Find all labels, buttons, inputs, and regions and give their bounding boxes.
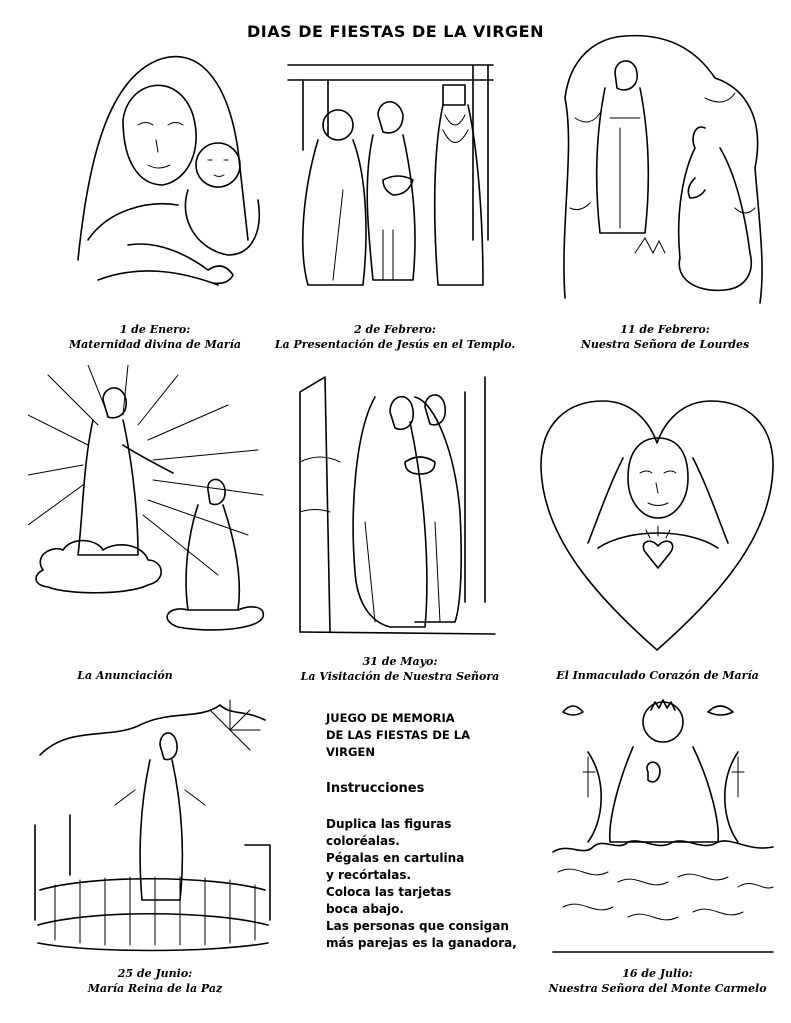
card-name: Nuestra Señora del Monte Carmelo [548, 982, 767, 995]
instructions-panel [326, 710, 536, 952]
immaculate-heart-illustration [538, 398, 776, 654]
card-caption [20, 668, 230, 683]
instruction-line: Duplica las figuras [326, 817, 452, 831]
queen-of-peace-illustration [30, 695, 275, 960]
madonna-child-illustration [68, 40, 268, 290]
instructions-steps [326, 816, 536, 952]
card-date: 2 de Febrero: [354, 323, 436, 336]
card-name: Nuestra Señora de Lourdes [580, 338, 750, 351]
card-caption [40, 322, 270, 352]
instruction-line: Coloca las tarjetas [326, 885, 452, 899]
instruction-line: coloréalas. [326, 834, 400, 848]
lourdes-grotto-illustration [555, 28, 775, 308]
instruction-line: más parejas es la ganadora, [326, 936, 517, 950]
instructions-heading: Instrucciones [326, 781, 425, 796]
card-caption [530, 966, 785, 996]
card-name: La Presentación de Jesús en el Templo. [274, 338, 516, 351]
card-caption [540, 322, 790, 352]
card-caption [270, 322, 520, 352]
instruction-line: Las personas que consigan [326, 919, 509, 933]
card-name: María Reina de la Paz [87, 982, 223, 995]
card-date: 1 de Enero: [119, 323, 191, 336]
card-caption [530, 668, 785, 683]
instruction-line: y recórtalas. [326, 868, 412, 882]
game-title: JUEGO DE MEMORIA DE LAS FIESTAS DE LA VIRGEN [326, 711, 470, 759]
card-name: La Anunciación [77, 669, 173, 682]
card-caption [280, 654, 520, 684]
presentation-temple-illustration [283, 40, 505, 295]
card-name: Maternidad divina de María [68, 338, 241, 351]
card-name: El Inmaculado Corazón de María [556, 669, 759, 682]
card-date: 11 de Febrero: [620, 323, 710, 336]
visitation-illustration [295, 372, 500, 644]
mount-carmel-illustration [548, 692, 778, 960]
instruction-line: Pégalas en cartulina [326, 851, 465, 865]
card-name: La Visitación de Nuestra Señora [300, 670, 500, 683]
instruction-line: boca abajo. [326, 902, 404, 916]
page-title: DIAS DE FIESTAS DE LA VIRGEN [246, 22, 544, 41]
card-caption [40, 966, 270, 996]
card-date: 25 de Junio: [117, 967, 193, 980]
card-date: 16 de Julio: [622, 967, 693, 980]
card-date: 31 de Mayo: [362, 655, 438, 668]
annunciation-illustration [28, 365, 268, 635]
